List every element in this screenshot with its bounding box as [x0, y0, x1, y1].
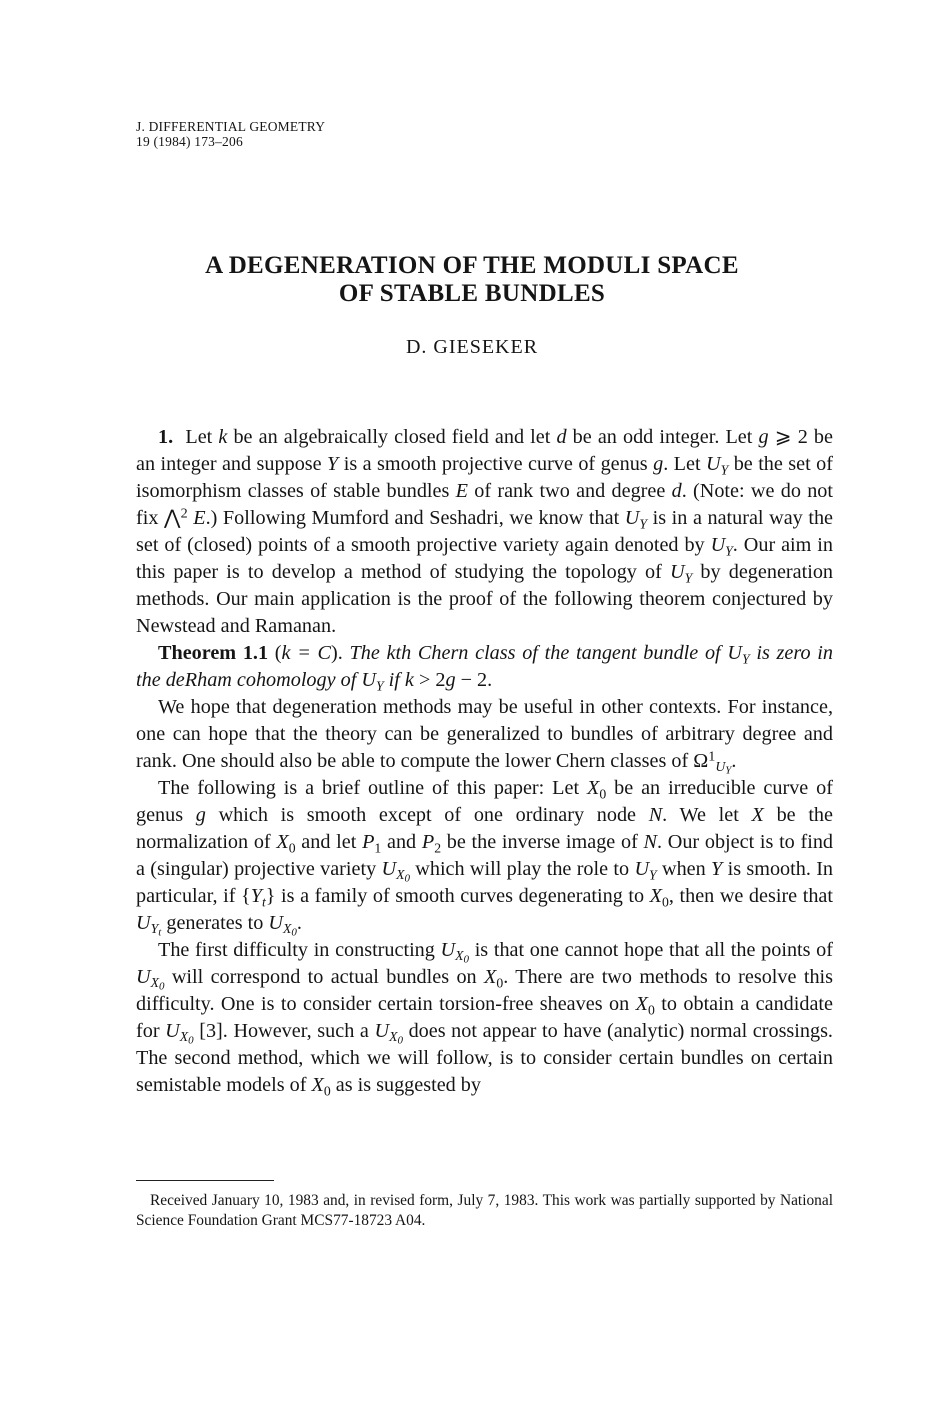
- theorem-label: Theorem 1.1: [158, 642, 269, 664]
- paragraph-outline: The following is a brief outline of this paper: Let $X_0$ be an irreducible curve of genus g which is smooth except of one ordinary node N. We let X be the normalization of $X_0$ and let $P_1$ and $P_2$ be the inverse image of N. Our object is to find a (singular) projective variety $U_{X0}$ which will play the role to $U_Y$ when Y is smooth. In particular, if $\{Y_t\}$ is a family of smooth curves degenerating to $X_0$, then we desire that $U_{Yt}$ generates to $U_{X0}$.: [136, 777, 834, 940]
- paragraph-intro: 1. Let k be an algebraically closed field and let d be an odd integer. Let g ⩾ 2 be an integer and suppose Y is a smooth projective curve of genus g. Let $U_Y$ be the set of isomorphism classes of stable bundles E of rank two and degree d. (Note: we do not fix ⋀$^2$ E.) Following Mumford and Seshadri, we know that $U_Y$ is in a natural way the set of (closed) points of a smooth projective variety again denoted by $U_Y$. Our aim in this paper is to develop a method of studying the topology of $U_Y$ by degeneration methods. Our main application is the proof of the following theorem conjectured by Newstead and Ramanan.: [136, 426, 834, 637]
- author: D. GIESEKER: [405, 336, 539, 358]
- title-line-1: A DEGENERATION OF THE MODULI SPACE: [205, 252, 739, 279]
- paragraph-theorem: Theorem 1.1 (k = C). The kth Chern class of the tangent bundle of $U_Y$ is zero in the deRham cohomology of $U_Y$ if k > 2g − 2.: [136, 642, 833, 694]
- footnote-rule: [136, 1180, 274, 1181]
- title-line-2: OF STABLE BUNDLES: [338, 280, 606, 307]
- journal-header: [136, 119, 325, 149]
- paragraph-hope: We hope that degeneration methods may be useful in other contexts. For instance, one can hope that the theory can be generalized to bundles of arbitrary degree and rank. One should also be able to compute the lower Chern classes of $\Omega^1_{UY}$.: [136, 696, 833, 778]
- paragraph-difficulty: The first difficulty in constructing $U_{X0}$ is that one cannot hope that all the points of $U_{X0}$ will correspond to actual bundles on $X_0$. There are two methods to resolve this difficulty. One is to consider certain torsion-free sheaves on $X_0$ to obtain a candidate for $U_{X0}$ [3]. However, such a $U_{X0}$ does not appear to have (analytic) normal crossings. The second method, which we will follow, is to consider certain bundles on certain semistable models of $X_0$ as is suggested by: [136, 939, 833, 1099]
- section-number: 1.: [158, 426, 174, 448]
- footnote: Received January 10, 1983 and, in revised form, July 7, 1983. This work was partially supported by National Science Foundation Grant MCS77-18723 A04.: [136, 1192, 833, 1229]
- journal-volume: 19 (1984) 173–206: [136, 134, 243, 149]
- body-text: [136, 424, 833, 1099]
- journal-name: J. DIFFERENTIAL GEOMETRY: [136, 119, 326, 134]
- theorem-condition: k = C: [281, 642, 332, 664]
- paper-title: [0, 252, 944, 308]
